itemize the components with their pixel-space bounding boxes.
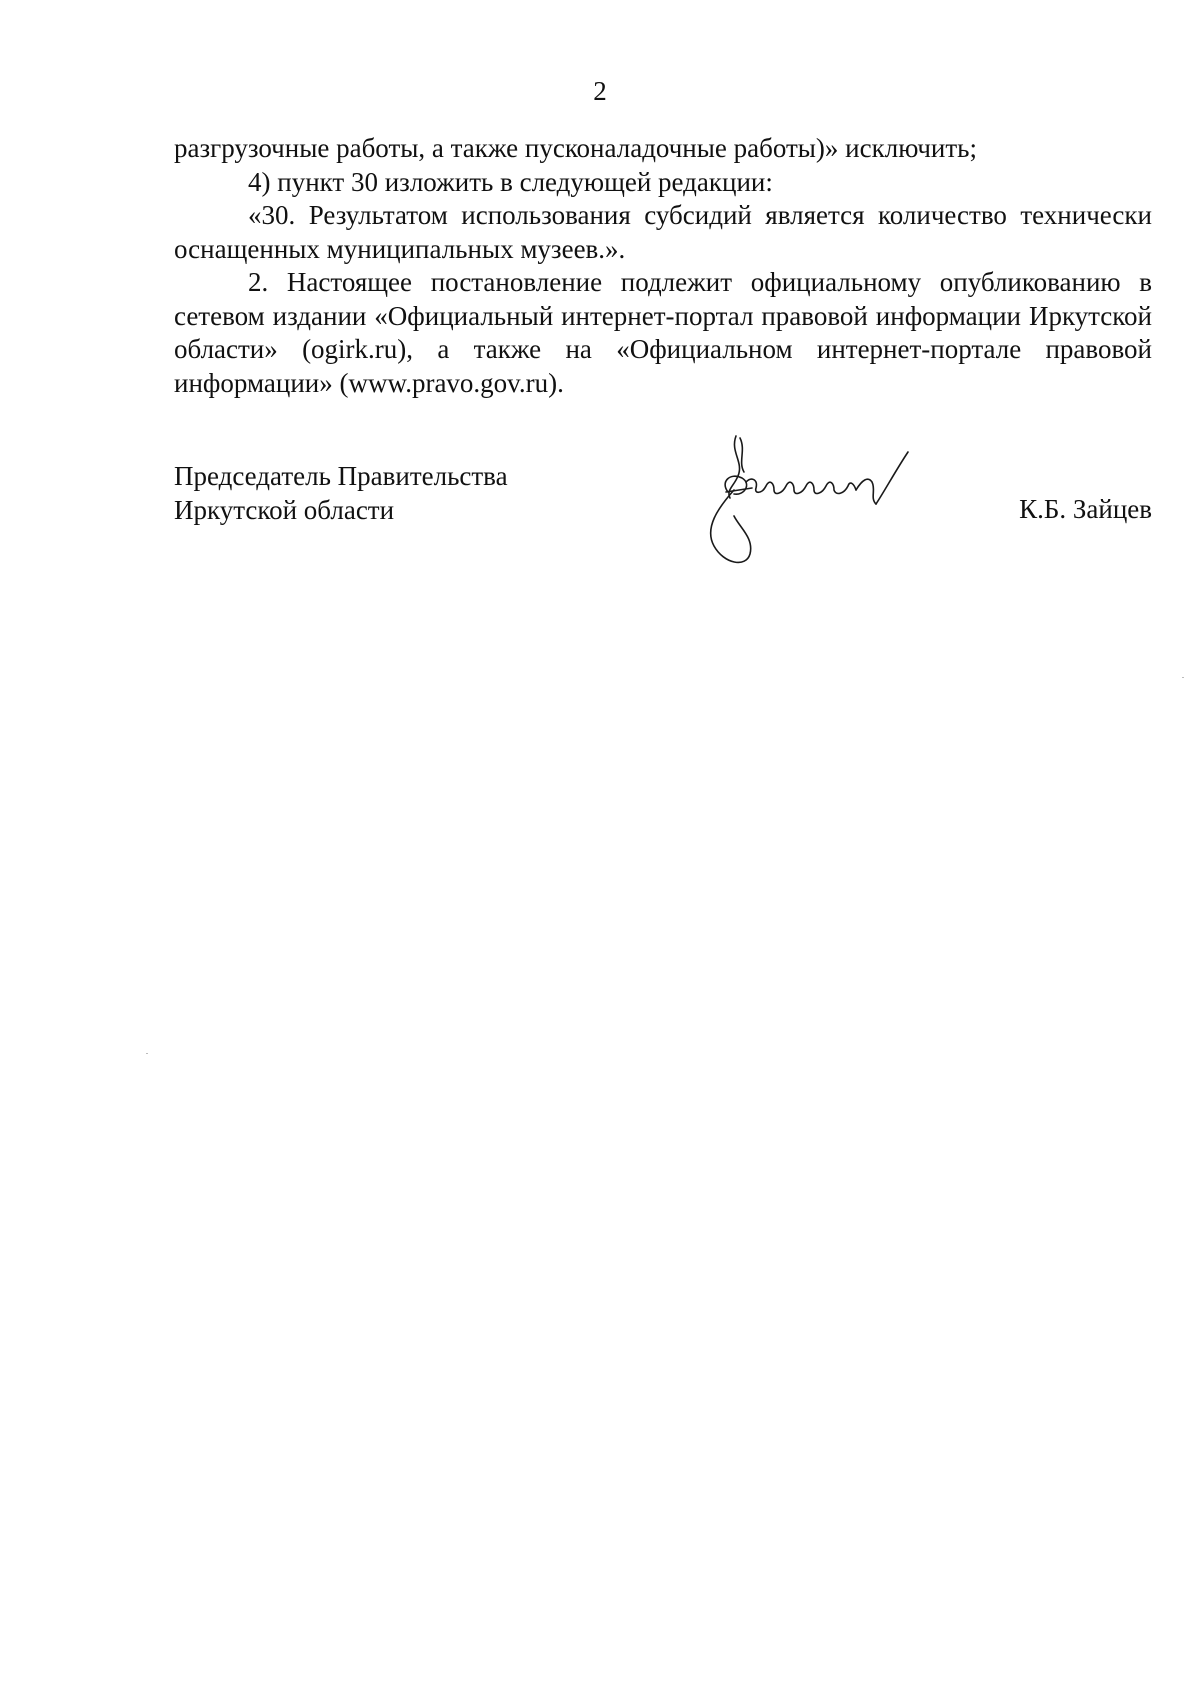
signer-name: К.Б. Зайцев [1019,494,1152,524]
handwritten-signature-icon [700,432,930,572]
scan-speck [146,1053,148,1054]
page-number: 2 [593,76,607,106]
scan-speck [1182,677,1184,678]
signer-title-line-1: Председатель Правительства [174,461,508,491]
paragraph-2: 4) пункт 30 изложить в следующей редакции: [248,166,773,197]
signer-title-line-2: Иркутской области [174,494,395,525]
paragraph-1: разгрузочные работы, а также пусконаладочные работы)» исключить; [174,133,977,163]
paragraph-4: 2. Настоящее постановление подлежит официальному опубликованию в сетевом издании «Официальный интернет-портал правовой информации Иркутской области» (ogirk.ru), а также на «Официальном интернет-портале правовой информации» (www.pravo.gov.ru). [174,267,1152,398]
signer-title [174,460,508,527]
document-body [174,132,1152,400]
paragraph-3: «30. Результатом использования субсидий является количество технически оснащенных муниципальных музеев.». [174,200,1152,264]
